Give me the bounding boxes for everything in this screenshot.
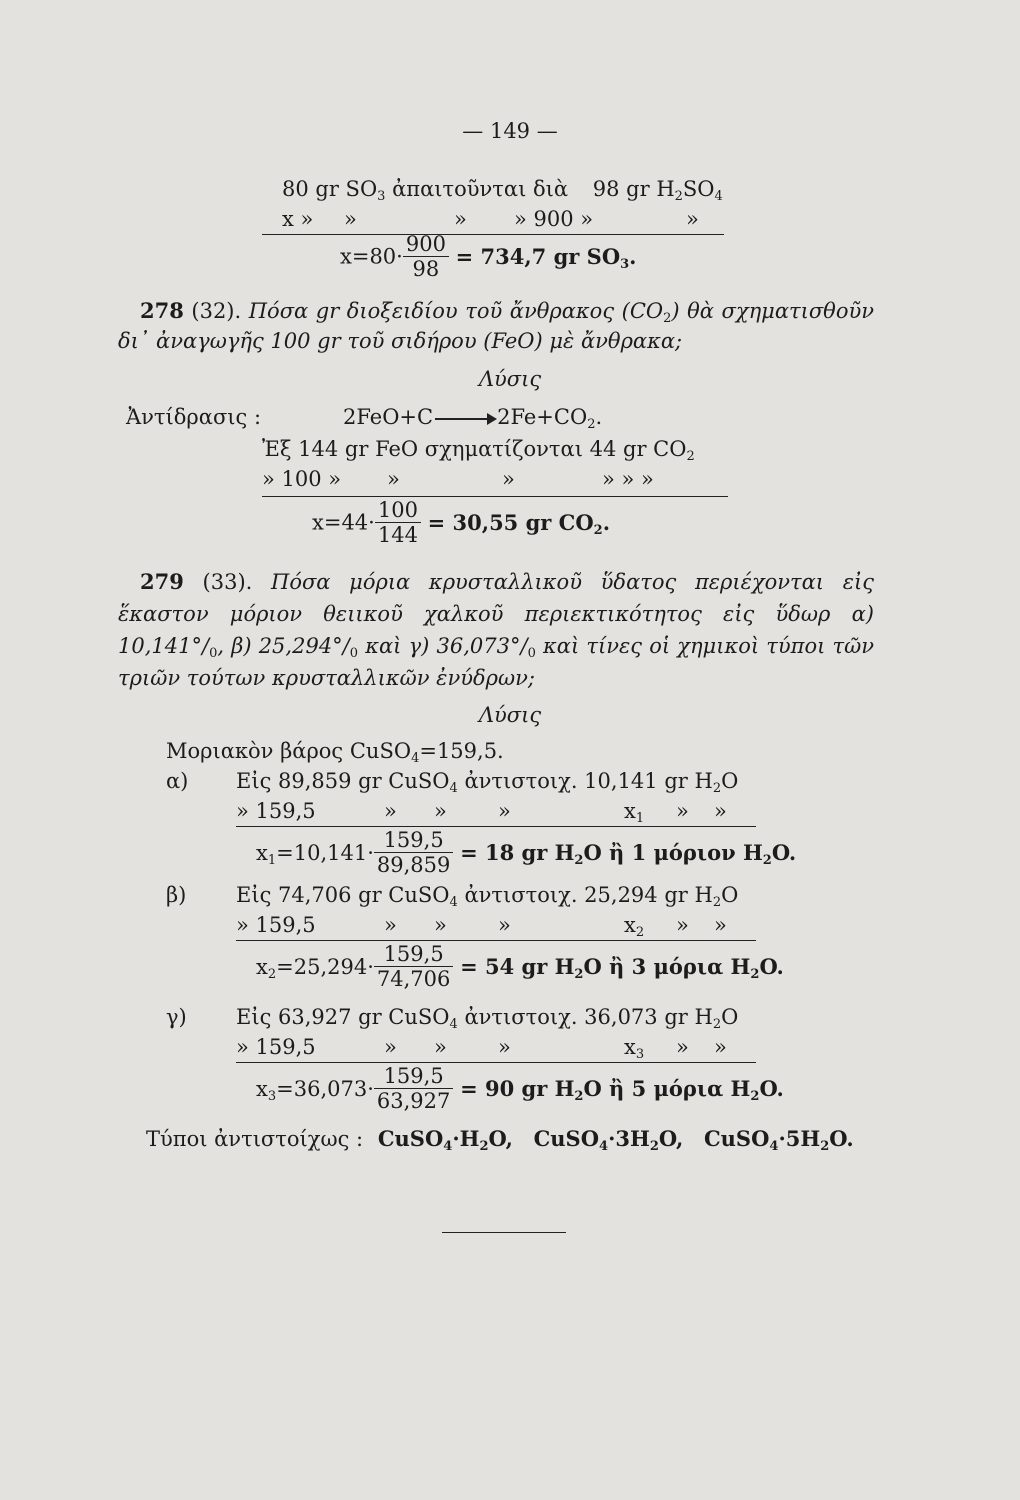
fraction: $\frac{100}{144}$ (375, 498, 421, 547)
case-gamma-equation: $x_3=36,073\cdot$ $\frac{159,5}{63,927}$ = 90 gr $H_2O$ ἢ 5 μόρια $H_2O$. (256, 1064, 784, 1113)
divider (262, 496, 728, 497)
case-beta-label: β) (166, 883, 187, 907)
so3-equation: x=80· $\frac{900}{98}$ = 734,7 gr $SO_3$. (340, 232, 637, 281)
page-number: — 149 — (462, 119, 558, 143)
reaction-label: Ἀντίδρασις : (126, 405, 262, 429)
case-beta-line-2: » 159,5 » » » $x_2$ » » (236, 913, 727, 940)
case-alpha-line-2: » 159,5 » » » $x_1$ » » (236, 799, 727, 826)
solution-heading-279: Λύσις (478, 703, 542, 727)
case-alpha-line-1: Εἰς 89,859 gr CuSO$_4$ ἀντιστοιχ. 10,141 gr $H_2O$ (236, 769, 739, 796)
molar-mass-line: Μοριακὸν βάρος CuSO$_4$=159,5. (166, 739, 504, 766)
formulas-line: Τύποι ἀντιστοίχως : $CuSO_4\cdot H_2O$, $CuSO_4\cdot 3H_2O$, $CuSO_4\cdot 5H_2O$. (146, 1126, 854, 1154)
co2-line-2: » 100 » » » » » » (262, 467, 654, 491)
formula-2: $CuSO_4\cdot 3H_2O$, (533, 1126, 684, 1154)
so3-line-1: 80 gr $SO_3$ ἀπαιτοῦνται διὰ 98 gr $H_2SO_4$ (282, 177, 723, 204)
case-beta-line-1: Εἰς 74,706 gr CuSO$_4$ ἀντιστοιχ. 25,294 gr $H_2O$ (236, 883, 739, 910)
formula-3: $CuSO_4\cdot 5H_2O$. (703, 1126, 854, 1154)
solution-heading-278: Λύσις (478, 367, 542, 391)
fraction: $\frac{159,5}{74,706}$ (374, 942, 453, 991)
formula-1: $CuSO_4\cdot H_2O$, (377, 1126, 513, 1154)
case-gamma-line-2: » 159,5 » » » $x_3$ » » (236, 1035, 727, 1062)
case-gamma-line-1: Εἰς 63,927 gr CuSO$_4$ ἀντιστοιχ. 36,073 gr $H_2O$ (236, 1005, 739, 1032)
fraction: $\frac{159,5}{89,859}$ (374, 828, 453, 877)
fraction: $\frac{900}{98}$ (403, 232, 449, 281)
fraction: $\frac{159,5}{63,927}$ (374, 1064, 453, 1113)
so3-line-2: x » » » » 900 » » (282, 207, 699, 231)
divider (236, 940, 756, 941)
co2-equation: x=44· $\frac{100}{144}$ = 30,55 gr $CO_2$. (312, 498, 611, 547)
case-beta-equation: $x_2=25,294\cdot$ $\frac{159,5}{74,706}$ = 54 gr $H_2O$ ἢ 3 μόρια $H_2O$. (256, 942, 784, 991)
problem-278: 278 (32). Πόσα gr διοξειδίου τοῦ ἄνθρακος $(CO_2)$ θὰ σχηματισθοῦν δι᾽ ἀναγωγῆς 100 gr τοῦ σιδήρου (FeO) μὲ ἄνθρακα; (118, 298, 874, 353)
divider (236, 1062, 756, 1063)
case-alpha-label: α) (166, 769, 189, 793)
case-alpha-equation: $x_1=10,141\cdot$ $\frac{159,5}{89,859}$ = 18 gr $H_2O$ ἢ 1 μόριον $H_2O$. (256, 828, 797, 877)
arrow-icon (435, 418, 495, 420)
divider (236, 826, 756, 827)
reaction-equation: 2FeO+C $2Fe+CO_2$. (343, 405, 603, 432)
co2-line-1: Ἐξ 144 gr FeO σχηματίζονται 44 gr $CO_2$ (262, 437, 695, 464)
case-gamma-label: γ) (166, 1005, 187, 1029)
end-rule (442, 1232, 566, 1233)
problem-279: 279 (33). Πόσα μόρια κρυσταλλικοῦ ὕδατος περιέχονται εἰς ἕκαστον μόριον θειικοῦ χαλκοῦ περιεκτικότητος εἰς ὕδωρ α) $10,141^\circ/_0$, β) $25,294^\circ/_0$ καὶ γ) $36,073^\circ/_0$ καὶ τίνες οἱ χημικοὶ τύποι τῶν τριῶν τούτων κρυσταλλικῶν ἐνύδρων; (118, 569, 875, 690)
